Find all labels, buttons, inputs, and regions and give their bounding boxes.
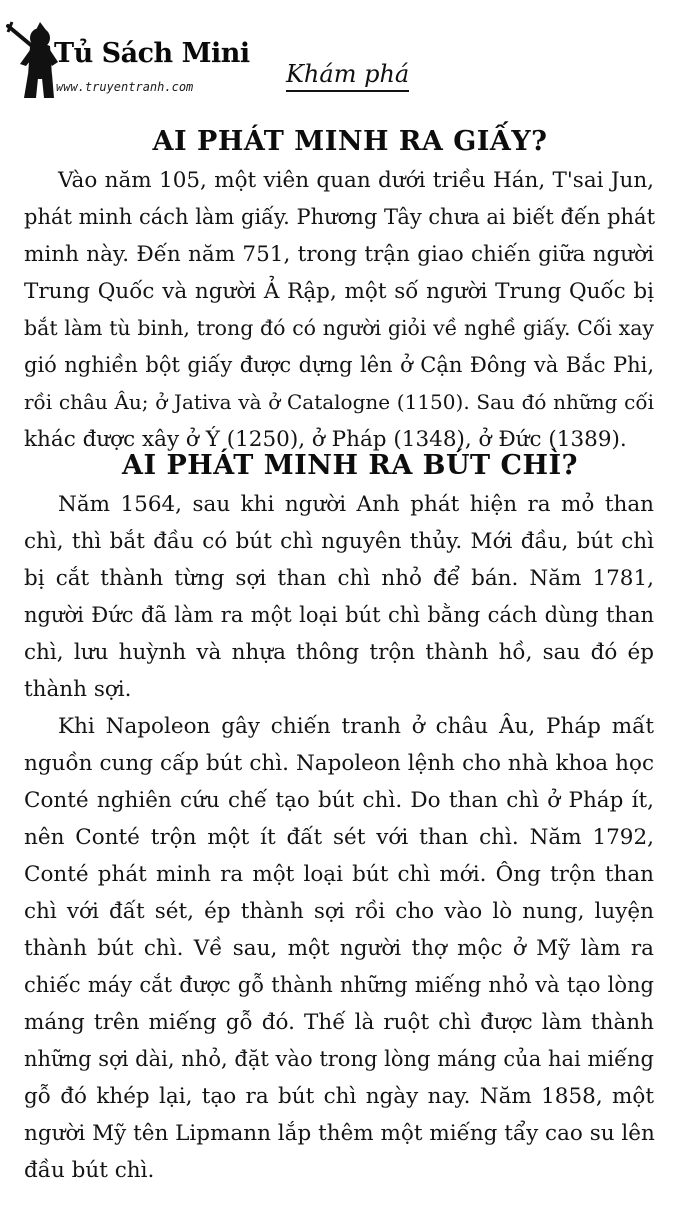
text-line: bắt làm tù binh, trong đó có người giỏi về nghề giấy. Cối xay xyxy=(24,316,654,340)
text-line: Conté nghiên cứu chế tạo bút chì. Do than chì ở Pháp ít, xyxy=(24,788,654,813)
text-line: Năm 1564, sau khi người Anh phát hiện ra mỏ than xyxy=(58,492,654,517)
text-line: người Mỹ tên Lipmann lắp thêm một miếng tẩy cao su lên xyxy=(24,1121,655,1146)
text-line: chì, lưu huỳnh và nhựa thông trộn thành hồ, sau đó ép xyxy=(24,640,654,665)
text-line: nguồn cung cấp bút chì. Napoleon lệnh cho nhà khoa học xyxy=(24,751,654,776)
text-line: thành sợi. xyxy=(24,677,132,702)
text-line: Conté phát minh ra một loại bút chì mới. Ông trộn than xyxy=(24,862,654,887)
text-line: máng trên miếng gỗ đó. Thế là ruột chì được làm thành xyxy=(24,1010,654,1035)
text-line: bị cắt thành từng sợi than chì nhỏ để bán. Năm 1781, xyxy=(24,566,654,591)
text-line: Trung Quốc và người Ả Rập, một số người Trung Quốc bị xyxy=(24,279,654,304)
text-line: đầu bút chì. xyxy=(24,1158,155,1183)
logo-url: www.truyentranh.com xyxy=(56,80,194,94)
text-line: chiếc máy cắt được gỗ thành những miếng nhỏ và tạo lòng xyxy=(24,973,654,997)
text-line: chì, thì bắt đầu có bút chì nguyên thủy. Mới đầu, bút chì xyxy=(24,529,654,554)
text-line: nên Conté trộn một ít đất sét với than chì. Năm 1792, xyxy=(24,825,654,850)
text-line: thành bút chì. Về sau, một người thợ mộc ở Mỹ làm ra xyxy=(24,936,654,961)
publisher-logo xyxy=(6,16,250,106)
text-line: chì với đất sét, ép thành sợi rồi cho vào lò nung, luyện xyxy=(24,899,654,924)
article-title-pencil: AI PHÁT MINH RA BÚT CHÌ? xyxy=(122,450,578,481)
logo-title: Tủ Sách Mini xyxy=(54,38,250,69)
text-line: người Đức đã làm ra một loại bút chì bằng cách dùng than xyxy=(24,603,654,627)
article-title-paper: AI PHÁT MINH RA GIẤY? xyxy=(152,126,548,157)
text-line: Vào năm 105, một viên quan dưới triều Hán, T'sai Jun, xyxy=(58,168,654,193)
text-line: những sợi dài, nhỏ, đặt vào trong lòng máng của hai miếng xyxy=(24,1047,654,1071)
text-line: minh này. Đến năm 751, trong trận giao chiến giữa người xyxy=(24,242,654,267)
text-line: phát minh cách làm giấy. Phương Tây chưa ai biết đến phát xyxy=(24,205,656,229)
text-line: rồi châu Âu; ở Jativa và ở Catalogne (1150). Sau đó những cối xyxy=(24,390,654,414)
text-line: gỗ đó khép lại, tạo ra bút chì ngày nay. Năm 1858, một xyxy=(24,1084,654,1109)
text-line: gió nghiền bột giấy được dựng lên ở Cận Đông và Bắc Phi, xyxy=(24,353,654,377)
text-line: Khi Napoleon gây chiến tranh ở châu Âu, Pháp mất xyxy=(58,714,654,739)
text-line: khác được xây ở Ý (1250), ở Pháp (1348), ở Đức (1389). xyxy=(24,427,627,452)
section-label: Khám phá xyxy=(286,58,409,92)
